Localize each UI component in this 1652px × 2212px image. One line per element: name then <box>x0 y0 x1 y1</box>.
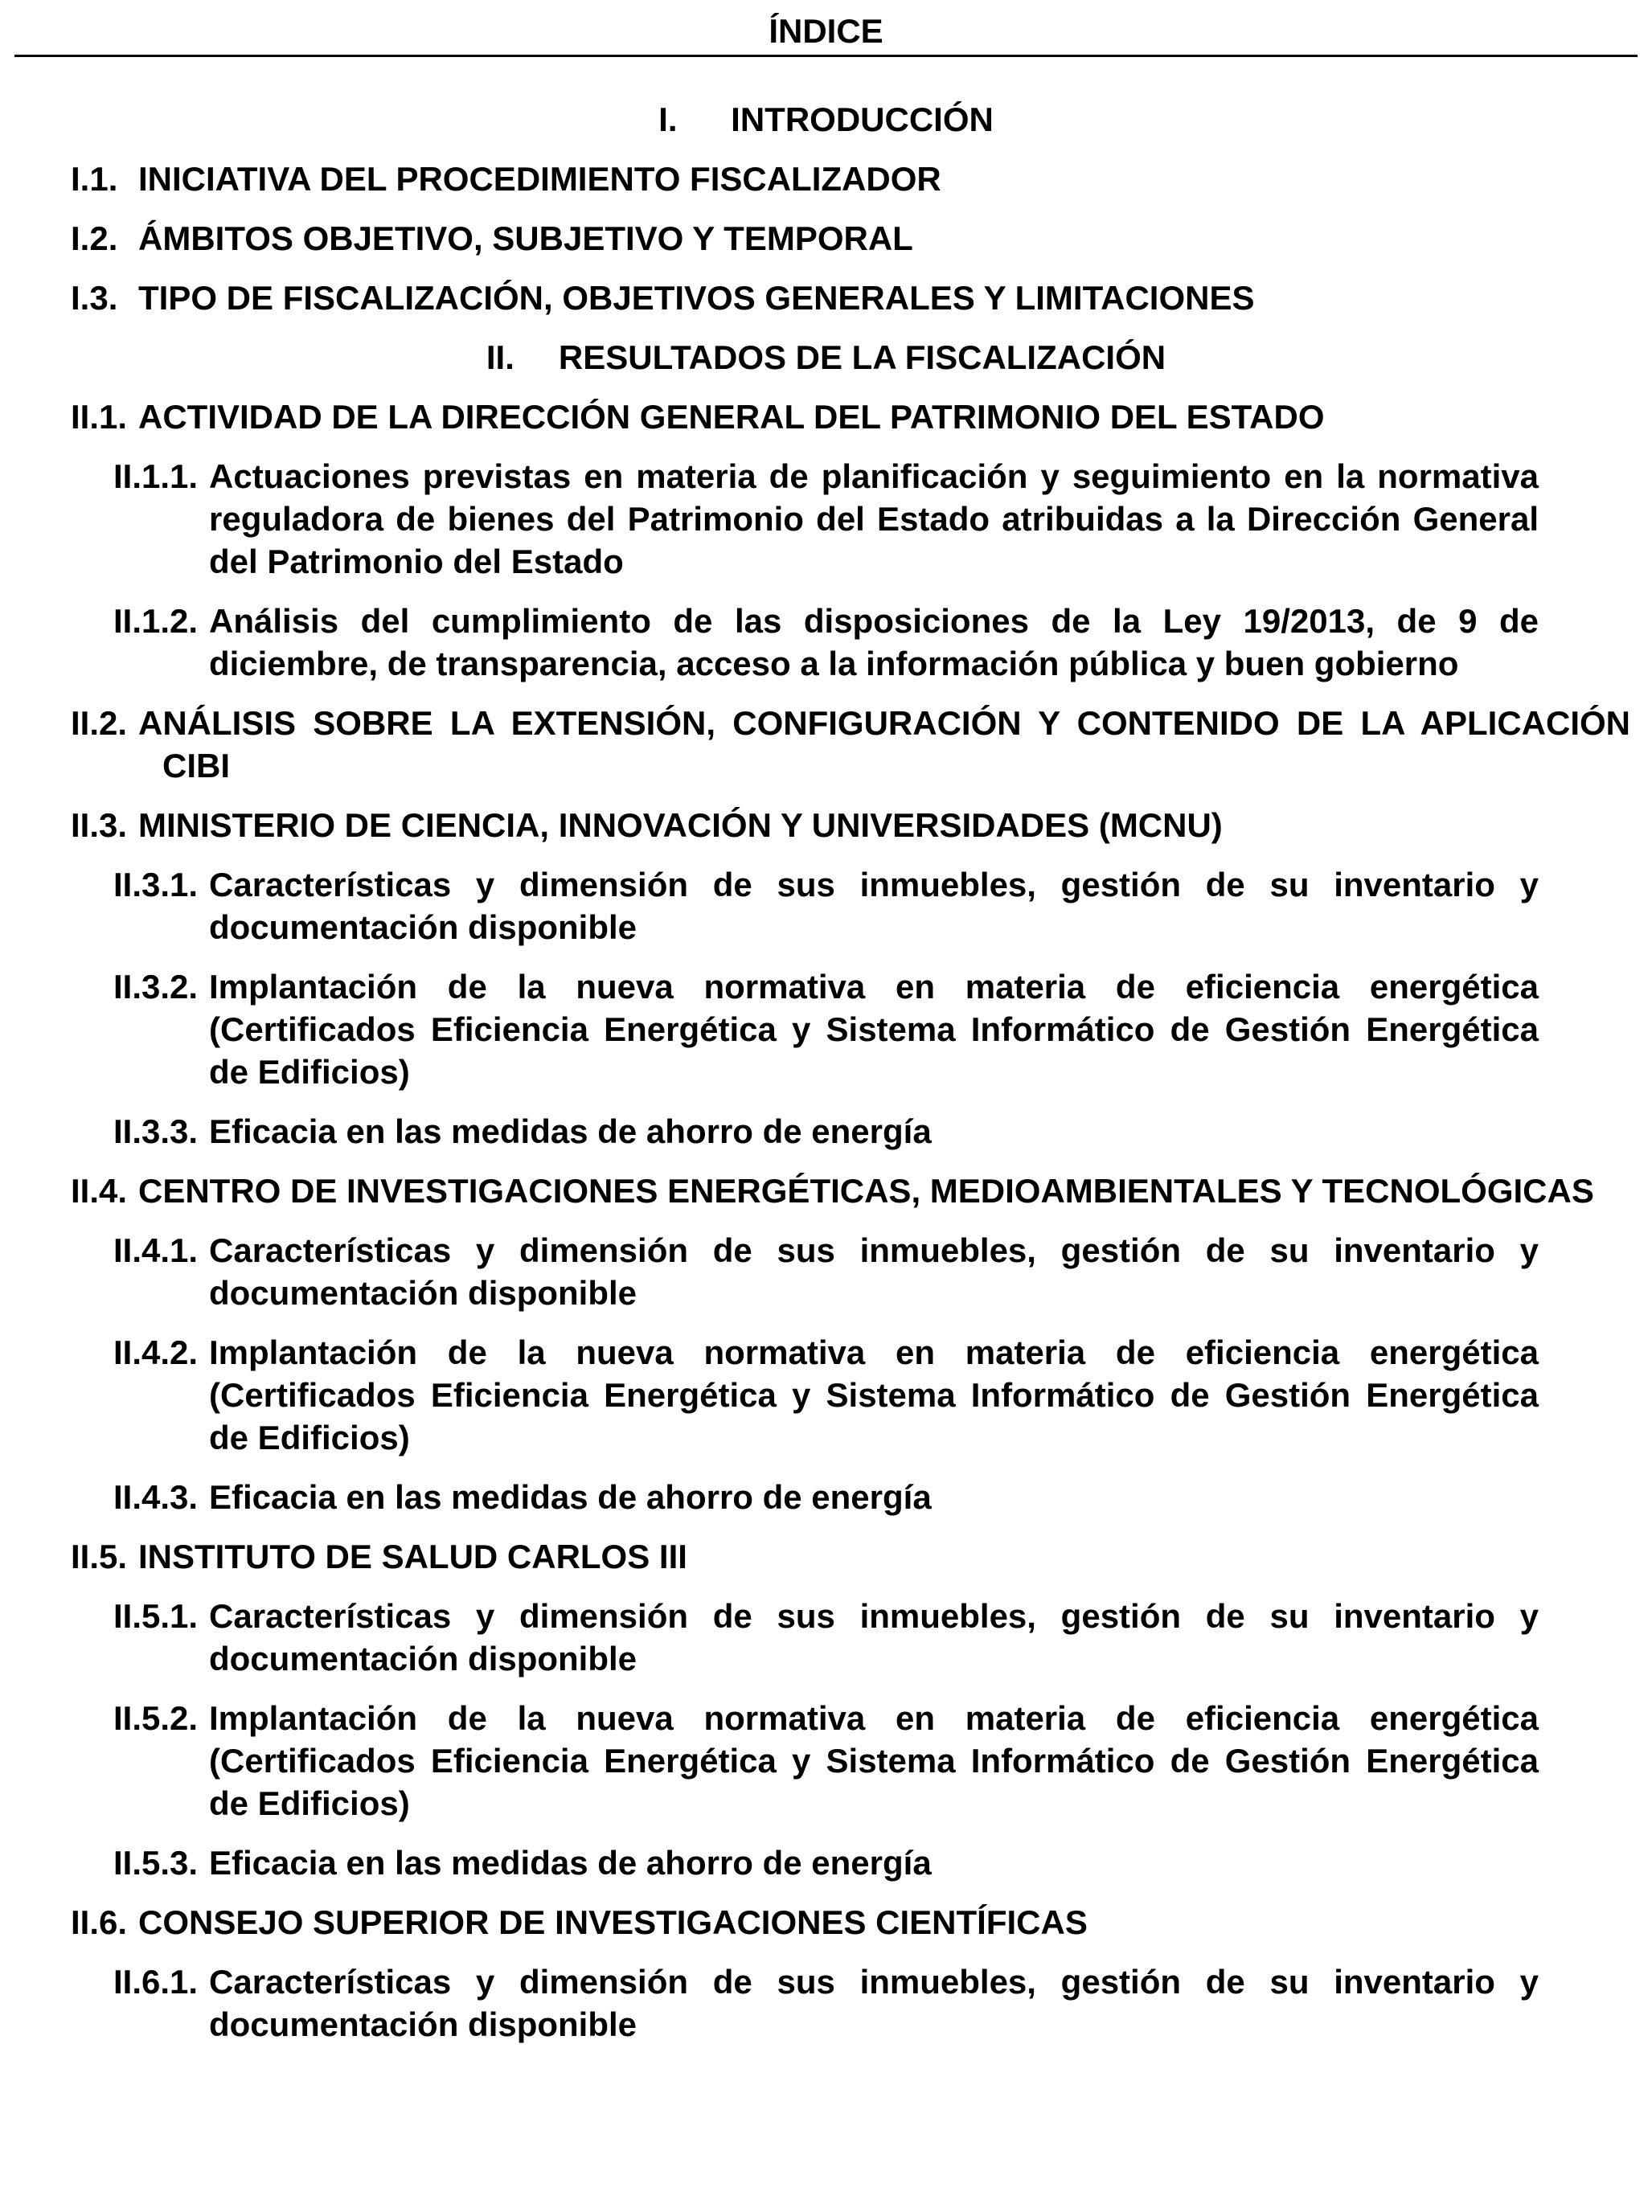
toc-subentry[interactable] <box>113 1960 1539 2046</box>
toc-entry-number: I. <box>658 100 678 138</box>
toc-subentry[interactable] <box>113 1476 1539 1518</box>
toc-entry-text: TIPO DE FISCALIZACIÓN, OBJETIVOS GENERALES Y LIMITACIONES <box>138 279 1255 317</box>
toc-entry-text: Eficacia en las medidas de ahorro de energía <box>209 1112 932 1150</box>
toc-entry-text: Implantación de la nueva normativa en materia de eficiencia energética (Certificados Eficiencia Energética y Sistema Informático de Gestión Energética de Edificios) <box>209 1333 1539 1456</box>
toc-entry-number: II.6. <box>71 1903 128 1941</box>
toc-entry-text: ACTIVIDAD DE LA DIRECCIÓN GENERAL DEL PATRIMONIO DEL ESTADO <box>138 398 1325 436</box>
toc-entry[interactable] <box>71 1901 1630 1944</box>
toc-entry-text: RESULTADOS DE LA FISCALIZACIÓN <box>558 338 1166 376</box>
toc-entry-number: II.1.2. <box>113 602 199 640</box>
toc-entry-number: II.3.2. <box>113 968 199 1006</box>
toc-subentry[interactable] <box>113 965 1539 1093</box>
toc-subentry[interactable] <box>113 1697 1539 1825</box>
toc-entry-number: II.6.1. <box>113 1963 199 2001</box>
toc-entry-text: INSTITUTO DE SALUD CARLOS III <box>138 1538 687 1575</box>
title-divider <box>14 55 1638 57</box>
toc-section-heading[interactable] <box>0 98 1652 141</box>
toc-entry-number: I.3. <box>71 279 118 317</box>
toc-subentry[interactable] <box>113 1229 1539 1314</box>
toc-entry-text: Eficacia en las medidas de ahorro de energía <box>209 1844 932 1882</box>
toc-entry-text: Actuaciones previstas en materia de planificación y seguimiento en la normativa reguladora de bienes del Patrimonio del Estado atribuidas a la Dirección General del Patrimonio del Estado <box>209 457 1539 580</box>
toc-entry-text: CONSEJO SUPERIOR DE INVESTIGACIONES CIENTÍFICAS <box>138 1903 1088 1941</box>
toc-entry[interactable] <box>71 702 1630 787</box>
toc-entry-text: Características y dimensión de sus inmuebles, gestión de su inventario y documentación disponible <box>209 866 1539 946</box>
toc-subentry[interactable] <box>113 1110 1539 1153</box>
table-of-contents <box>0 98 1652 2062</box>
toc-entry-text: ANÁLISIS SOBRE LA EXTENSIÓN, CONFIGURACIÓN Y CONTENIDO DE LA APLICACIÓN CIBI <box>138 704 1630 784</box>
page-title: ÍNDICE <box>769 12 883 50</box>
toc-entry[interactable] <box>71 395 1630 438</box>
toc-subentry[interactable] <box>113 455 1539 583</box>
toc-entry-text: INICIATIVA DEL PROCEDIMIENTO FISCALIZADOR <box>138 160 941 198</box>
toc-entry-number: II.3. <box>71 806 128 844</box>
toc-entry-number: II.4. <box>71 1172 128 1210</box>
toc-subentry[interactable] <box>113 863 1539 948</box>
toc-entry-number: II.4.3. <box>113 1478 199 1516</box>
toc-entry-text: INTRODUCCIÓN <box>731 100 994 138</box>
toc-entry-number: II.5.3. <box>113 1844 199 1882</box>
toc-entry[interactable] <box>71 1169 1630 1212</box>
toc-entry-number: II.5.1. <box>113 1597 199 1635</box>
toc-entry-number: II.5. <box>71 1538 128 1575</box>
toc-entry-number: II.1. <box>71 398 128 436</box>
toc-entry-number: I.2. <box>71 219 118 257</box>
toc-subentry[interactable] <box>113 1595 1539 1680</box>
toc-entry-number: II. <box>486 338 514 376</box>
toc-entry[interactable] <box>71 804 1630 846</box>
toc-entry-text: Análisis del cumplimiento de las disposiciones de la Ley 19/2013, de 9 de diciembre, de transparencia, acceso a la información pública y buen gobierno <box>209 602 1539 682</box>
toc-subentry[interactable] <box>113 1331 1539 1459</box>
toc-entry-text: ÁMBITOS OBJETIVO, SUBJETIVO Y TEMPORAL <box>138 219 913 257</box>
toc-entry-number: II.4.1. <box>113 1231 199 1269</box>
toc-entry-text: CENTRO DE INVESTIGACIONES ENERGÉTICAS, MEDIOAMBIENTALES Y TECNOLÓGICAS <box>138 1172 1594 1210</box>
toc-entry-text: Implantación de la nueva normativa en materia de eficiencia energética (Certificados Eficiencia Energética y Sistema Informático de Gestión Energética de Edificios) <box>209 968 1539 1091</box>
toc-entry[interactable] <box>71 158 1630 200</box>
toc-section-heading[interactable] <box>0 336 1652 379</box>
toc-entry-number: II.2. <box>71 704 128 742</box>
toc-entry-number: I.1. <box>71 160 118 198</box>
toc-entry-text: Implantación de la nueva normativa en materia de eficiencia energética (Certificados Eficiencia Energética y Sistema Informático de Gestión Energética de Edificios) <box>209 1699 1539 1822</box>
toc-entry-text: Eficacia en las medidas de ahorro de energía <box>209 1478 932 1516</box>
toc-subentry[interactable] <box>113 600 1539 685</box>
toc-entry-text: Características y dimensión de sus inmuebles, gestión de su inventario y documentación disponible <box>209 1231 1539 1312</box>
toc-entry-text: Características y dimensión de sus inmuebles, gestión de su inventario y documentación disponible <box>209 1597 1539 1677</box>
toc-entry[interactable] <box>71 1535 1630 1578</box>
toc-entry[interactable] <box>71 217 1630 260</box>
toc-entry-number: II.3.1. <box>113 866 199 903</box>
toc-entry[interactable] <box>71 276 1630 319</box>
toc-subentry[interactable] <box>113 1841 1539 1884</box>
toc-entry-number: II.4.2. <box>113 1333 199 1371</box>
toc-entry-number: II.1.1. <box>113 457 199 495</box>
toc-entry-text: Características y dimensión de sus inmuebles, gestión de su inventario y documentación disponible <box>209 1963 1539 2043</box>
toc-entry-number: II.5.2. <box>113 1699 199 1737</box>
toc-entry-text: MINISTERIO DE CIENCIA, INNOVACIÓN Y UNIVERSIDADES (MCNU) <box>138 806 1223 844</box>
toc-entry-number: II.3.3. <box>113 1112 199 1150</box>
